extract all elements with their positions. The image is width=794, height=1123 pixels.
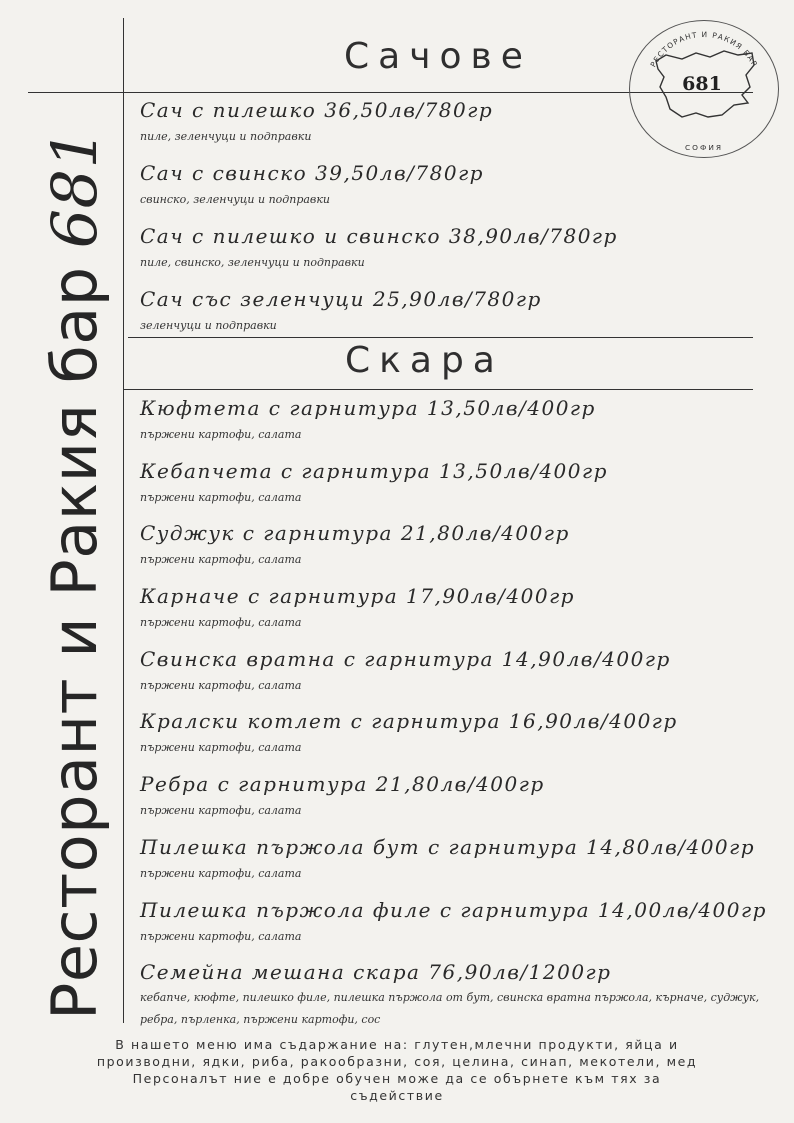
item-description: кебапче, кюфте, пилешко филе, пилешка пържола от бут, свинска вратна пържола, кърначе, суджук, ребра, пърленка, пържени картофи, сос [140,991,760,1027]
item-description: пиле, свинско, зеленчуци и подправки [140,256,365,269]
allergen-notice [0,1036,794,1104]
section-title-sachove: Сачове [344,36,532,77]
item-name: Семейна мешана скара 76,90лв/1200гр [140,960,612,985]
item-name: Пилешка пържола филе с гарнитура 14,00лв/400гр [140,897,767,922]
menu-item [140,520,760,583]
menu-item [140,583,760,646]
menu-item [140,708,760,771]
logo-city: СОФИЯ [684,143,724,152]
staff-notice-line: Персоналът ние е добре обучен може да се обърнете към тях за [132,1071,662,1086]
menu-item [140,834,760,897]
item-name: Карначе с гарнитура 17,90лв/400гр [140,584,575,609]
item-name: Суджук с гарнитура 21,80лв/400гр [140,521,570,546]
menu-item [140,286,760,349]
logo-number: 681 [682,73,722,95]
item-description: пържени картофи, салата [140,490,302,504]
section-sachove-items [140,97,760,349]
item-description: пържени картофи, салата [140,866,302,880]
menu-item [140,458,760,521]
item-name: Ребра с гарнитура 21,80лв/400гр [140,772,545,797]
section-title-skara: Скара [345,340,504,381]
item-name: Пилешка пържола бут с гарнитура 14,80лв/400гр [140,834,756,859]
menu-item [140,395,760,458]
svg-text:РЕСТОРАНТ И РАКИЯ БАР [649,30,760,69]
vertical-divider [123,18,124,1023]
item-description: зеленчуци и подправки [140,319,277,332]
item-description: пържени картофи, салата [140,428,302,441]
item-description: пържени картофи, салата [140,678,302,692]
item-description: пържени картофи, салата [140,741,302,755]
allergen-notice-line: В нашето меню има съдаржание на: глутен,млечни продукти, яйца и [115,1037,679,1052]
item-description: пържени картофи, салата [140,804,302,818]
item-name: Кралски котлет с гарнитура 16,90лв/400гр [140,709,678,734]
menu-item [140,646,760,709]
menu-item [140,897,767,960]
menu-item [140,959,760,1031]
item-name: Сач с пилешко 36,50лв/780гр [140,98,494,122]
item-name: Сач с пилешко и свинско 38,90лв/780гр [140,224,618,248]
restaurant-number: 681 [38,128,111,249]
menu-item [140,771,760,834]
item-name: Сач със зеленчуци 25,90лв/780гр [140,287,542,311]
staff-notice-line: съдействие [350,1088,444,1103]
allergen-notice-line: производни, ядки, риба, ракообразни, соя, целина, синап, мекотели, мед [96,1054,698,1069]
section-skara-items [140,395,767,1031]
item-description: пиле, зеленчуци и подправки [140,130,312,143]
logo-arc-text: РЕСТОРАНТ И РАКИЯ БАР [648,29,760,69]
menu-item [140,160,760,223]
item-name: Кебапчета с гарнитура 13,50лв/400гр [140,458,608,483]
item-description: пържени картофи, салата [140,929,302,943]
menu-item [140,223,760,286]
item-name: Свинска вратна с гарнитура 14,90лв/400гр [140,646,671,671]
item-name: Кюфтета с гарнитура 13,50лв/400гр [140,396,596,420]
item-description: пържени картофи, салата [140,616,302,630]
item-name: Сач с свинско 39,50лв/780гр [140,161,484,185]
item-description: пържени картофи, салата [140,553,302,567]
item-description: свинско, зеленчуци и подправки [140,193,330,206]
restaurant-name-vertical [38,129,111,1020]
menu-item [140,97,760,160]
section-rule-bottom [123,389,753,390]
restaurant-name: Ресторант и Ракия бар [38,266,111,1020]
